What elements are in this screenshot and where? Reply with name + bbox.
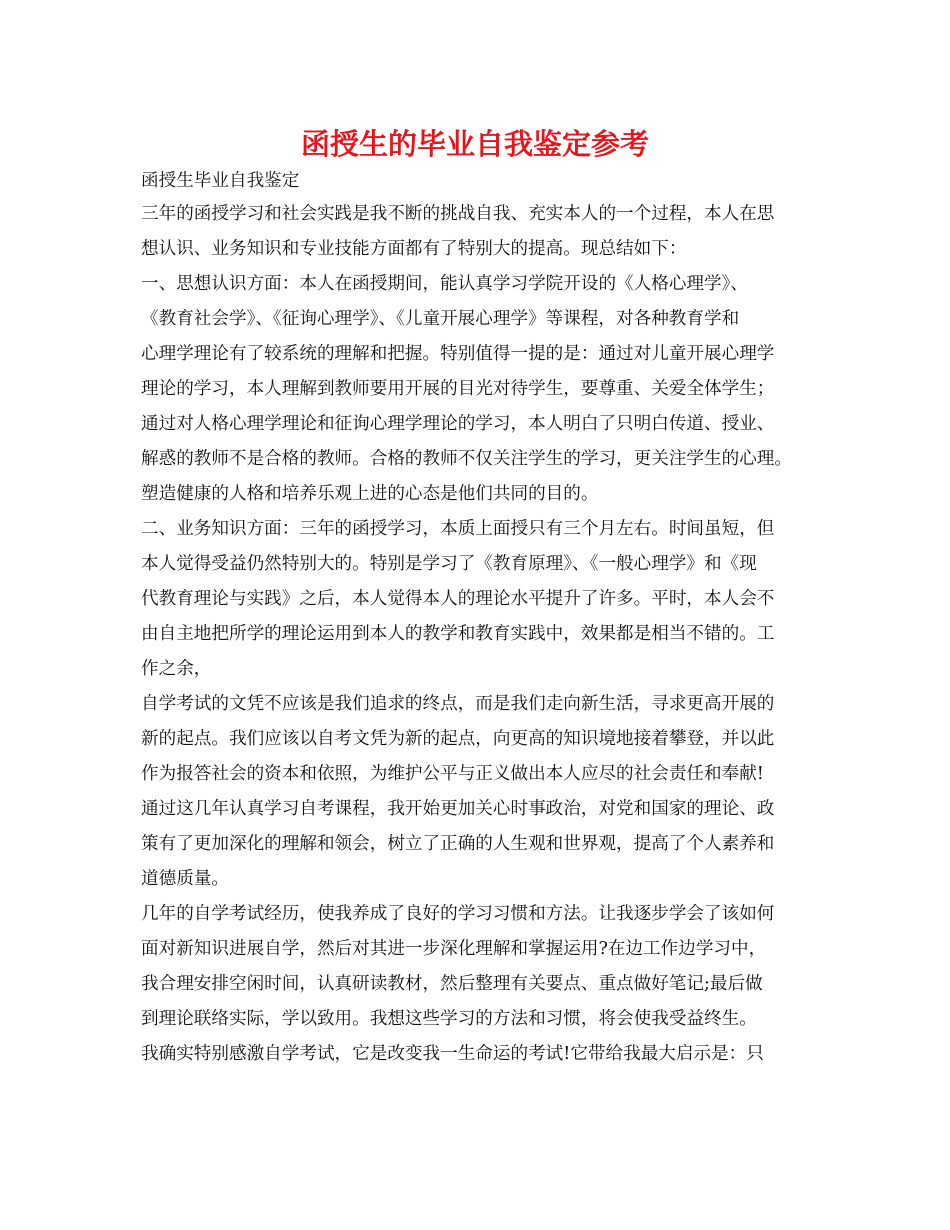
document-title: 函授生的毕业自我鉴定参考 [300,127,649,161]
text-line: 三年的函授学习和社会实践是我不断的挑战自我、充实本人的一个过程，本人在思 [141,204,775,224]
text-line: 《教育社会学》、《征询心理学》、《儿童开展心理学》等课程，对各种教育学和 [141,309,740,329]
text-line: 道德质量。 [141,869,229,889]
text-line: 我确实特别感激自学考试，它是改变我一生命运的考试!它带给我最大启示是：只 [141,1044,764,1064]
text-line: 几年的自学考试经历，使我养成了良好的学习习惯和方法。让我逐步学会了该如何 [141,904,775,924]
text-line: 我合理安排空闲时间，认真研读教材，然后整理有关要点、重点做好笔记;最后做 [141,974,763,994]
text-line: 作为报答社会的资本和依照，为维护公平与正义做出本人应尽的社会责任和奉献! [141,764,764,784]
document-body [141,166,821,1072]
text-line: 由自主地把所学的理论运用到本人的教学和教育实践中，效果都是相当不错的。工 [141,624,775,644]
document-subtitle: 函授生毕业自我鉴定 [141,171,300,191]
text-line: 想认识、业务知识和专业技能方面都有了特别大的提高。现总结如下： [141,239,687,259]
text-line: 心理学理论有了较系统的理解和把握。特别值得一提的是：通过对儿童开展心理学 [141,344,775,364]
text-line: 新的起点。我们应该以自考文凭为新的起点，向更高的知识境地接着攀登，并以此 [141,729,775,749]
text-line: 策有了更加深化的理解和领会，树立了正确的人生观和世界观，提高了个人素养和 [141,834,775,854]
text-line: 自学考试的文凭不应该是我们追求的终点，而是我们走向新生活，寻求更高开展的 [141,694,775,714]
text-line: 代教育理论与实践》之后，本人觉得本人的理论水平提升了许多。平时，本人会不 [141,589,775,609]
text-line: 面对新知识进展自学，然后对其进一步深化理解和掌握运用?在边工作边学习中， [141,939,767,959]
text-line: 作之余， [141,659,212,679]
text-line: 到理论联络实际，学以致用。我想这些学习的方法和习惯，将会使我受益终生。 [141,1009,757,1029]
text-line: 解惑的教师不是合格的教师。合格的教师不仅关注学生的学习，更关注学生的心理。 [141,449,792,469]
text-line: 通过这几年认真学习自考课程，我开始更加关心时事政治，对党和国家的理论、政 [141,799,775,819]
text-line: 塑造健康的人格和培养乐观上进的心态是他们共同的目的。 [141,484,599,504]
text-line: 一、思想认识方面：本人在函授期间，能认真学习学院开设的《人格心理学》、 [141,274,748,294]
text-line: 通过对人格心理学理论和征询心理学理论的学习，本人明白了只明白传道、授业、 [141,414,775,434]
text-line: 本人觉得受益仍然特别大的。特别是学习了《教育原理》、《一般心理学》和《现 [141,554,757,574]
text-line: 二、业务知识方面：三年的函授学习，本质上面授只有三个月左右。时间虽短，但 [141,519,775,539]
text-line: 理论的学习，本人理解到教师要用开展的目光对待学生，要尊重、关爱全体学生； [141,379,775,399]
